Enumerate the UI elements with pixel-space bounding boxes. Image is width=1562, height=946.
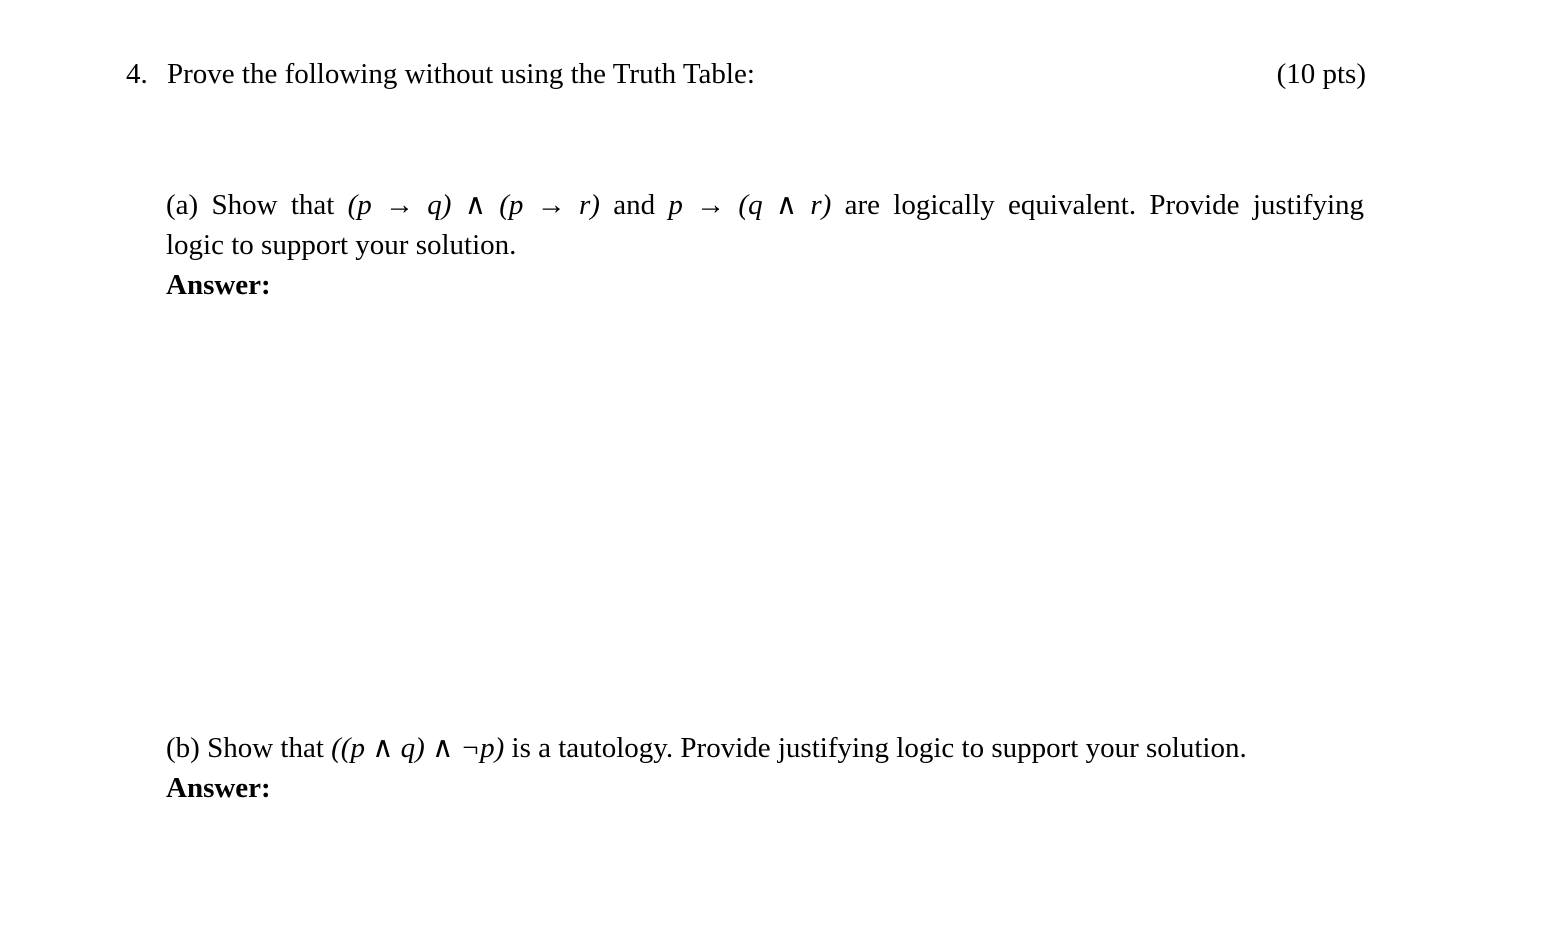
part-b-statement [166, 728, 1366, 768]
question-header [126, 52, 1366, 96]
part-b [166, 728, 1366, 808]
part-a-answer-label: Answer: [166, 269, 271, 301]
question-number: 4. [126, 58, 148, 90]
part-b-text-after: is a tautology. Provide justifying logic to support your solution. [511, 732, 1247, 764]
part-a-formula-2: p → (q ∧ r) [668, 189, 832, 221]
question-points: (10 pts) [1276, 58, 1366, 90]
part-a-statement-line-1 [166, 185, 1364, 225]
part-a [166, 185, 1366, 305]
part-b-formula: ((p ∧ q) ∧ ¬p) [331, 732, 505, 764]
part-b-answer-label: Answer: [166, 772, 271, 804]
part-a-label: (a) Show that [166, 189, 335, 221]
question-prompt: Prove the following without using the Truth Table: [167, 58, 755, 90]
part-b-label: (b) Show that [166, 732, 324, 764]
part-a-text-after: are logically equivalent. Provide justifying [844, 189, 1365, 221]
part-a-formula-1: (p → q) ∧ (p → r) [347, 189, 600, 221]
part-a-connector: and [613, 189, 656, 221]
part-a-statement-line-2: logic to support your solution. [166, 229, 517, 261]
